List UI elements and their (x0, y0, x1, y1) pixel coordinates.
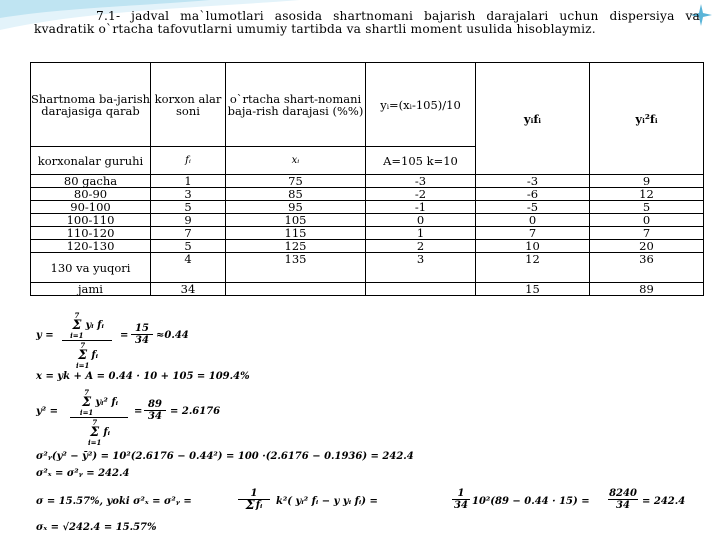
total-y2f: 89 (590, 283, 704, 296)
intro-text: 7.1- jadval ma`lumotlari asosida shartnomani bajarish darajalari uchun dispersiya va kvadratik o`rtacha tafovutlarni umumiy tartibda va shartli moment usulida hisoblaymiz. (34, 9, 700, 36)
table-cell: -6 (476, 188, 590, 201)
table-cell: 7 (151, 227, 226, 240)
table-cell: 7 (476, 227, 590, 240)
table-cell: 125 (226, 240, 366, 253)
formula-sqrt: σₓ = √242.4 = 15.57% (36, 522, 157, 533)
table-cell: 12 (476, 253, 590, 283)
table-cell: 7 (590, 227, 704, 240)
ybar-num-value: 15 (135, 323, 149, 334)
yoki-part-b: k²( yᵢ² fᵢ − y yᵢ fᵢ) = (276, 496, 378, 507)
yoki-c2: 34 (454, 500, 468, 511)
table-cell: 5 (151, 240, 226, 253)
formula-xbar: x = yk + A = 0.44 · 10 + 105 = 109.4% (36, 371, 250, 382)
table-cell: 0 (366, 214, 476, 227)
table-cell: 95 (226, 201, 366, 214)
table-cell: 105 (226, 214, 366, 227)
table-cell: 9 (151, 214, 226, 227)
ybar-approx: ≈0.44 (156, 330, 189, 341)
header-f-symbol: fᵢ (151, 147, 226, 175)
header-avg: o`rtacha shart-nomani baja-rish darajasi (%%) (226, 63, 366, 147)
y2bar-denominator: 7 Σ i=1 fᵢ (87, 418, 111, 447)
sum-icon: Σ (72, 318, 82, 333)
header-y2f: yᵢ²fᵢ (590, 63, 704, 175)
sum-icon: Σ (90, 425, 100, 440)
sum-icon: Σ (82, 395, 92, 410)
table-cell: 5 (590, 201, 704, 214)
table-cell: 110-120 (31, 227, 151, 240)
y2bar-numerator: 7 Σ i=1 yᵢ² fᵢ (79, 388, 119, 417)
sum-icon: Σ (78, 348, 88, 363)
total-yf: 15 (476, 283, 590, 296)
yoki-part-d: 10²(89 − 0.44 · 15) = (472, 496, 590, 507)
header-subgroup: korxonalar guruhi (31, 147, 151, 175)
table-cell: 10 (476, 240, 590, 253)
table-cell: -2 (366, 188, 476, 201)
table-cell: 4 (151, 253, 226, 283)
header-x-symbol: xᵢ (226, 147, 366, 175)
header-count: korxon alar soni (151, 63, 226, 147)
yoki-e2: 34 (616, 500, 630, 511)
data-table (30, 62, 704, 296)
table-cell: 36 (590, 253, 704, 283)
y2bar-num-value: 89 (148, 399, 162, 410)
header-params: A=105 k=10 (366, 147, 476, 175)
formula-sigma-x: σ²ₓ = σ²ᵧ = 242.4 (36, 468, 130, 479)
total-label: jami (31, 283, 151, 296)
table-cell: 75 (226, 175, 366, 188)
intro-paragraph (34, 10, 700, 36)
ybar-den-value: 34 (135, 335, 149, 346)
total-f: 34 (151, 283, 226, 296)
yoki-c1: 1 (457, 488, 465, 499)
header-yf: yᵢfᵢ (476, 63, 590, 175)
table-cell: 80-90 (31, 188, 151, 201)
sum-icon: Σ (245, 498, 255, 513)
table-cell: 130 va yuqori (31, 253, 151, 283)
yoki-e1: 8240 (609, 488, 637, 499)
table-cell: 3 (366, 253, 476, 283)
yoki-result: = 242.4 (642, 496, 686, 507)
table-cell: -1 (366, 201, 476, 214)
yoki-denominator: Σ fᵢ (245, 498, 263, 513)
table-cell: -3 (366, 175, 476, 188)
table-cell: 1 (366, 227, 476, 240)
table-cell: 9 (590, 175, 704, 188)
table-cell: 135 (226, 253, 366, 283)
table-cell: -5 (476, 201, 590, 214)
table-cell: 0 (590, 214, 704, 227)
table-cell: 2 (366, 240, 476, 253)
formula-sigma-y: σ²ᵧ(y² − ȳ²) = 10²(2.6176 − 0.44²) = 100 ·(2.6176 − 0.1936) = 242.4 (36, 451, 414, 462)
table-cell: -3 (476, 175, 590, 188)
yoki-part-a: σ = 15.57%, yoki σ²ₓ = σ²ᵧ = (36, 496, 192, 507)
table-cell: 120-130 (31, 240, 151, 253)
table-cell: 3 (151, 188, 226, 201)
table-cell: 90-100 (31, 201, 151, 214)
table-cell: 20 (590, 240, 704, 253)
table-cell: 100-110 (31, 214, 151, 227)
yoki-one: 1 (250, 488, 258, 499)
table-cell: 1 (151, 175, 226, 188)
header-group: Shartnoma ba-jarish darajasiga qarab (31, 63, 151, 147)
table-cell: 80 gacha (31, 175, 151, 188)
ybar-numerator: 7 Σ i=1 yᵢ fᵢ (70, 311, 104, 340)
header-transform: yᵢ=(xᵢ-105)/10 (366, 63, 476, 147)
table-cell: 12 (590, 188, 704, 201)
table-cell: 5 (151, 201, 226, 214)
y2bar-lhs: y² = (36, 406, 59, 417)
y2bar-result: = 2.6176 (170, 406, 221, 417)
y2bar-den-value: 34 (148, 411, 162, 422)
table-cell: 85 (226, 188, 366, 201)
table-cell: 0 (476, 214, 590, 227)
ybar-denominator: 7 Σ i=1 fᵢ (75, 341, 99, 370)
table-cell: 115 (226, 227, 366, 240)
ybar-lhs: y = (36, 330, 54, 341)
